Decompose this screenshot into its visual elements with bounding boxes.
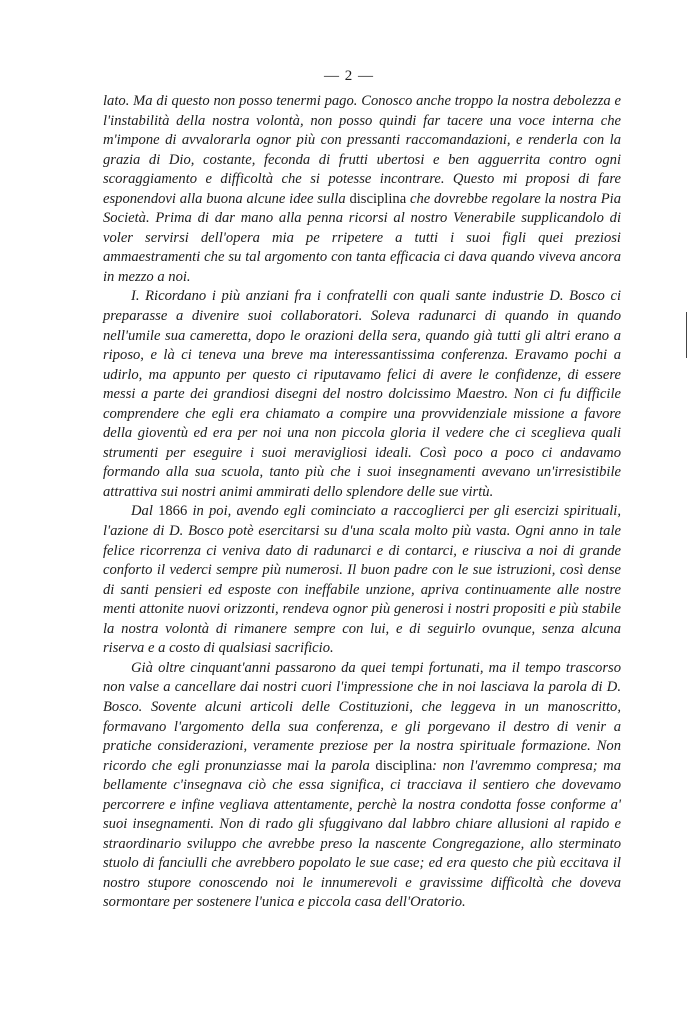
- emphasis-word: disciplina: [375, 757, 433, 774]
- year: 1866: [158, 503, 188, 520]
- margin-mark: [686, 312, 687, 358]
- emphasis-word: disciplina: [349, 190, 407, 207]
- paragraph-1: lato. Ma di questo non posso tenermi pago. Conosco anche troppo la nostra debolezza e l'instabilità della nostra volontà, non posso quindi far tacere una voce interna che m'impone di avvalorarla ognor più con pressanti raccomandazioni, e renderla con la grazia di Dio, costante, feconda di frutti ubertosi e ben agguerrita contro ogni scoraggiamento e difficoltà che si potesse incontrare. Questo mi proposi di fare esponendovi alla buona alcune idee sulla disciplina che dovrebbe regolare la nostra Pia Società. Prima di dar mano alla penna ricorsi al nostro Venerabile supplicandolo di voler servirsi dell'opera mia pe rripetere a tutti i suoi figli quei preziosi ammaestramenti che su tal argomento con tanta efficacia ci dava quando viveva ancora in mezzo a noi.: [103, 93, 621, 285]
- page-number: — 2 —: [324, 68, 374, 84]
- paragraph-4: Già oltre cinquant'anni passarono da quei tempi fortunati, ma il tempo trascorso non valse a cancellare dai nostri cuori l'impressione che in noi lasciava la parola di D. Bosco. Sovente alcuni articoli delle Costituzioni, che leggeva in un manoscritto, formavano l'argomento della sua conferenza, e gli porgevano il destro di venir a pratiche considerazioni, veramente preziose per la nostra spirituale formazione. Non ricordo che egli pronunziasse mai la parola disciplina: non l'avremmo compresa; ma bellamente c'insegnava ciò che essa significa, ci tracciava il sentiero che dovevamo percorrere e infine vegliava attentamente, perchè la nostra condotta fosse conforme a' suoi insegnamenti. Non di rado gli sfuggivano dal labbro chiare allusioni al rapido e straordinario sviluppo che avrebbe preso la nascente Congregazione, allo sterminato stuolo di fanciulli che avrebbero popolato le sue case; ed era questo che più eccitava il nostro stupore conoscendo noi le innumerevoli e gravissime difficoltà che doveva sormontare per sostenere l'unica e piccola casa dell'Oratorio.: [103, 659, 622, 911]
- paragraph-2: I. Ricordano i più anziani fra i confratelli con quali sante industrie D. Bosco ci preparasse a divenire suoi collaboratori. Soleva radunarci di quando in quando nell'umile sua cameretta, dopo le orazioni della sera, quando già tutti gli altri erano a riposo, e là ci teneva una breve ma interessantissima conferenza. Eravamo pochi a udirlo, ma appunto per questo ci riputavamo felici di avere le confidenze, di essere messi a parte dei grandiosi disegni del nostro dolcissimo Maestro. Non ci fu difficile comprendere che egli era chiamato a compire una provvidenziale missione a favore della gioventù ed era per noi una non piccola gloria il vedere che ci sceglieva quali strumenti per eseguire i suoi meravigliosi ideali. Così poco a poco ci andavamo formando alla sua scuola, tanto più che i suoi insegnamenti avevano un'irresistibile attrattiva sui nostri animi ammirati dello splendore delle sue virtù.: [103, 288, 621, 500]
- paragraph-3: Dal 1866 in poi, avendo egli cominciato a raccoglierci per gli esercizi spirituali, l'azione di D. Bosco potè esercitarsi su d'una scala molto più vasta. Ogni anno in tale felice ricorrenza ci veniva dato di radunarci e di contarci, e riusciva a noi di grande conforto il vederci sempre più numerosi. Il buon padre con le sue istruzioni, così dense di santi pensieri ed esposte con ineffabile unzione, apriva continuamente alle nostre menti attonite nuovi orizzonti, rendeva ognor più generosi i nostri propositi e più stabile la nostra volontà di rimanere sempre con lui, e di seguirlo ovunque, senza alcuna riserva e a costo di qualsiasi sacrificio.: [103, 503, 621, 657]
- body-text: [103, 92, 621, 913]
